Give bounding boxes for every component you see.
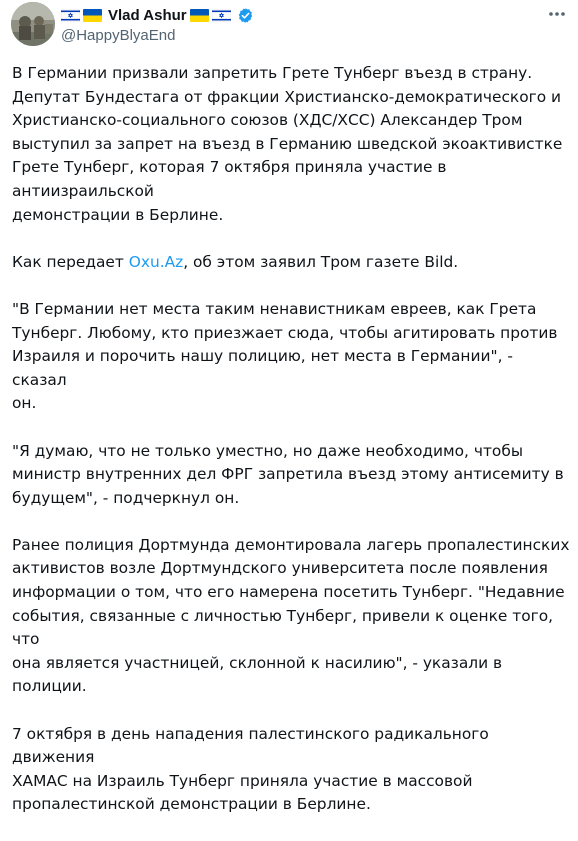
ukraine-flag-icon	[83, 9, 102, 22]
text-line: Христианско-социального союзов (ХДС/ХСС) Александер Тром	[12, 111, 523, 130]
text-line: он.	[12, 394, 37, 413]
text-line: выступил за запрет на въезд в Германию шведской экоактивистке	[12, 134, 563, 153]
text-line: В Германии призвали запретить Грете Тунберг въезд в страну.	[12, 64, 533, 82]
text-line: Грете Тунберг, которая 7 октября приняла участие в антиизраильской	[12, 158, 447, 200]
verified-badge-icon	[237, 7, 254, 24]
text-line: Ранее полиция Дортмунда демонтировала лагерь пропалестинских	[12, 535, 570, 554]
text-line: Депутат Бундестага от фракции Христианско-демократического и	[12, 87, 562, 106]
text-line: пропалестинской демонстрации в Берлине.	[12, 795, 371, 814]
tweet-text	[12, 62, 572, 841]
text-line: министр внутренних дел ФРГ запретила въезд этому антисемиту в	[12, 465, 564, 484]
paragraph	[12, 440, 572, 511]
text-line: активистов возле Дортмундского университета после появления	[12, 559, 548, 578]
text-line: она является участницей, склонной к насилию", - указали в полиции.	[12, 653, 503, 696]
text-line: будущем", - подчеркнул он.	[12, 488, 240, 507]
display-name[interactable]: Vlad Ashur	[108, 6, 187, 24]
text-line: Тунберг. Любому, кто приезжает сюда, чтобы агитировать против	[12, 323, 558, 342]
name-row	[61, 5, 254, 25]
tweet-header	[11, 2, 567, 48]
avatar[interactable]	[11, 2, 55, 46]
paragraph	[12, 723, 572, 817]
israel-flag-icon	[212, 9, 231, 22]
user-handle[interactable]: @HappyBlyaEnd	[61, 27, 176, 44]
paragraph	[12, 251, 572, 275]
text-line: Израиля и порочить нашу полицию, нет места в Германии", - сказал	[12, 347, 513, 389]
paragraph	[12, 298, 572, 416]
text-line: демонстрации в Берлине.	[12, 205, 224, 224]
text-line: 7 октября в день нападения палестинского радикального движения	[12, 724, 489, 767]
source-link[interactable]: Oxu.Az	[128, 252, 184, 271]
text-line: Как передает	[12, 252, 129, 271]
text-line: "Я думаю, что не только уместно, но даже необходимо, чтобы	[12, 441, 523, 460]
israel-flag-icon	[61, 9, 80, 22]
text-line: "В Германии нет места таким ненавистникам евреев, как Грета	[12, 299, 537, 318]
paragraph	[12, 534, 572, 699]
text-line: информации о том, что его намерена посетить Тунберг. "Недавние	[12, 583, 565, 602]
paragraph	[12, 62, 572, 227]
avatar-image	[11, 2, 55, 46]
ukraine-flag-icon	[190, 9, 209, 22]
text-line: ХАМАС на Израиль Тунберг приняла участие в массовой	[12, 771, 473, 790]
text-line: события, связанные с личностью Тунберг, привели к оценке того, что	[12, 606, 554, 649]
text-line: , об этом заявил Тром газете Bild.	[183, 252, 459, 271]
more-options-icon[interactable]	[547, 6, 567, 22]
